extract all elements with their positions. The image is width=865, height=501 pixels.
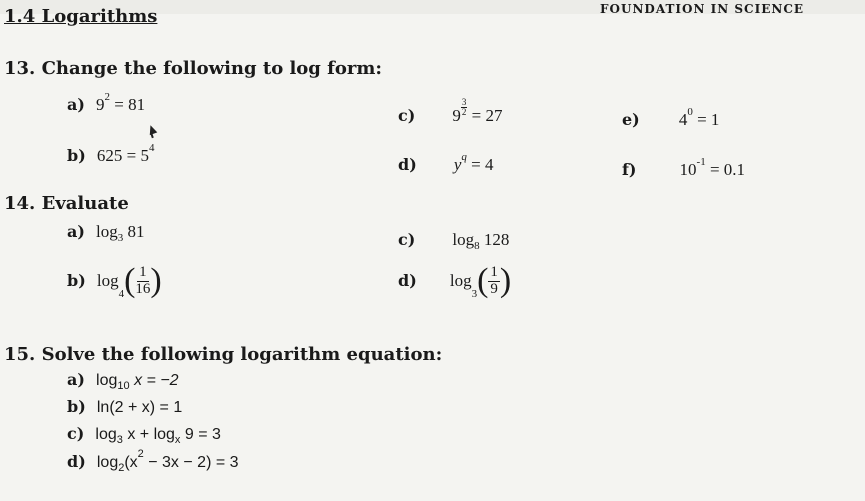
- q13-a-expr: $9^2 = 81$: [96, 91, 146, 114]
- q15-prompt: 15. Solve the following logarithm equation:: [4, 344, 443, 365]
- q13-e-expr: $4^0 = 1$: [678, 106, 720, 129]
- q15-b: [67, 397, 182, 417]
- q13-b-label: b): [67, 146, 86, 165]
- q14-prompt: 14. Evaluate: [4, 193, 129, 214]
- q14-d-expr: $\log_3$( $\frac{1}{9}$ ): [449, 262, 512, 300]
- q13-c-expr: 9 $\frac{3}{2}$ = 27: [452, 97, 503, 125]
- q15-c-expr: $\log_3 x + \log_x 9 = 3$: [95, 426, 221, 446]
- q13-d-label: d): [398, 155, 417, 174]
- q15-b-label: b): [67, 397, 86, 416]
- q13-prompt: 13. Change the following to log form:: [4, 58, 383, 79]
- q14-a-expr: $\log_3 81$: [96, 222, 145, 244]
- q14-d-label: d): [398, 270, 417, 290]
- q14-c-expr: $\log_8 128$: [452, 230, 510, 252]
- q14-b-label: b): [67, 270, 86, 290]
- section-title: 1.4 Logarithms: [4, 6, 158, 27]
- q15-d: [67, 448, 239, 474]
- q14-a-label: a): [67, 222, 85, 241]
- q15-d-expr: $\log_2(x^2 - 3x - 2) = 3$: [96, 448, 239, 474]
- q14-c: [398, 230, 509, 250]
- q13-b-expr: $625 = 5^4$: [96, 142, 155, 165]
- q13-c: [398, 97, 503, 126]
- q13-b: [67, 142, 155, 166]
- q15-c: [67, 424, 221, 444]
- q13-f-label: f): [622, 160, 637, 179]
- q15-a-label: a): [67, 370, 85, 389]
- q13-a-label: a): [67, 95, 85, 114]
- q13-c-label: c): [398, 106, 416, 125]
- q15-a-expr: $\log_{10} x = -2$: [96, 372, 179, 392]
- q13-d-expr: $y^q = 4$: [453, 151, 494, 174]
- q15-b-expr: ln(2 + x) = 1: [96, 399, 183, 416]
- q13-f: [622, 156, 746, 180]
- q13-d: [398, 151, 494, 175]
- q15-a: [67, 370, 179, 390]
- q14-b-expr: $\log_4$( $\frac{1}{16}$ ): [96, 262, 162, 300]
- q15-d-label: d): [67, 452, 86, 471]
- q14-d: [398, 264, 511, 298]
- q14-c-label: c): [398, 230, 416, 249]
- q13-a: [67, 91, 146, 115]
- q13-e: [622, 106, 720, 130]
- q13-e-label: e): [622, 110, 640, 129]
- q13-f-expr: $10^{-1} = 0.1$: [679, 156, 746, 179]
- q14-a: [67, 222, 145, 242]
- q15-c-label: c): [67, 424, 85, 443]
- page-header: FOUNDATION IN SCIENCE: [600, 2, 805, 16]
- q14-b: [67, 264, 162, 298]
